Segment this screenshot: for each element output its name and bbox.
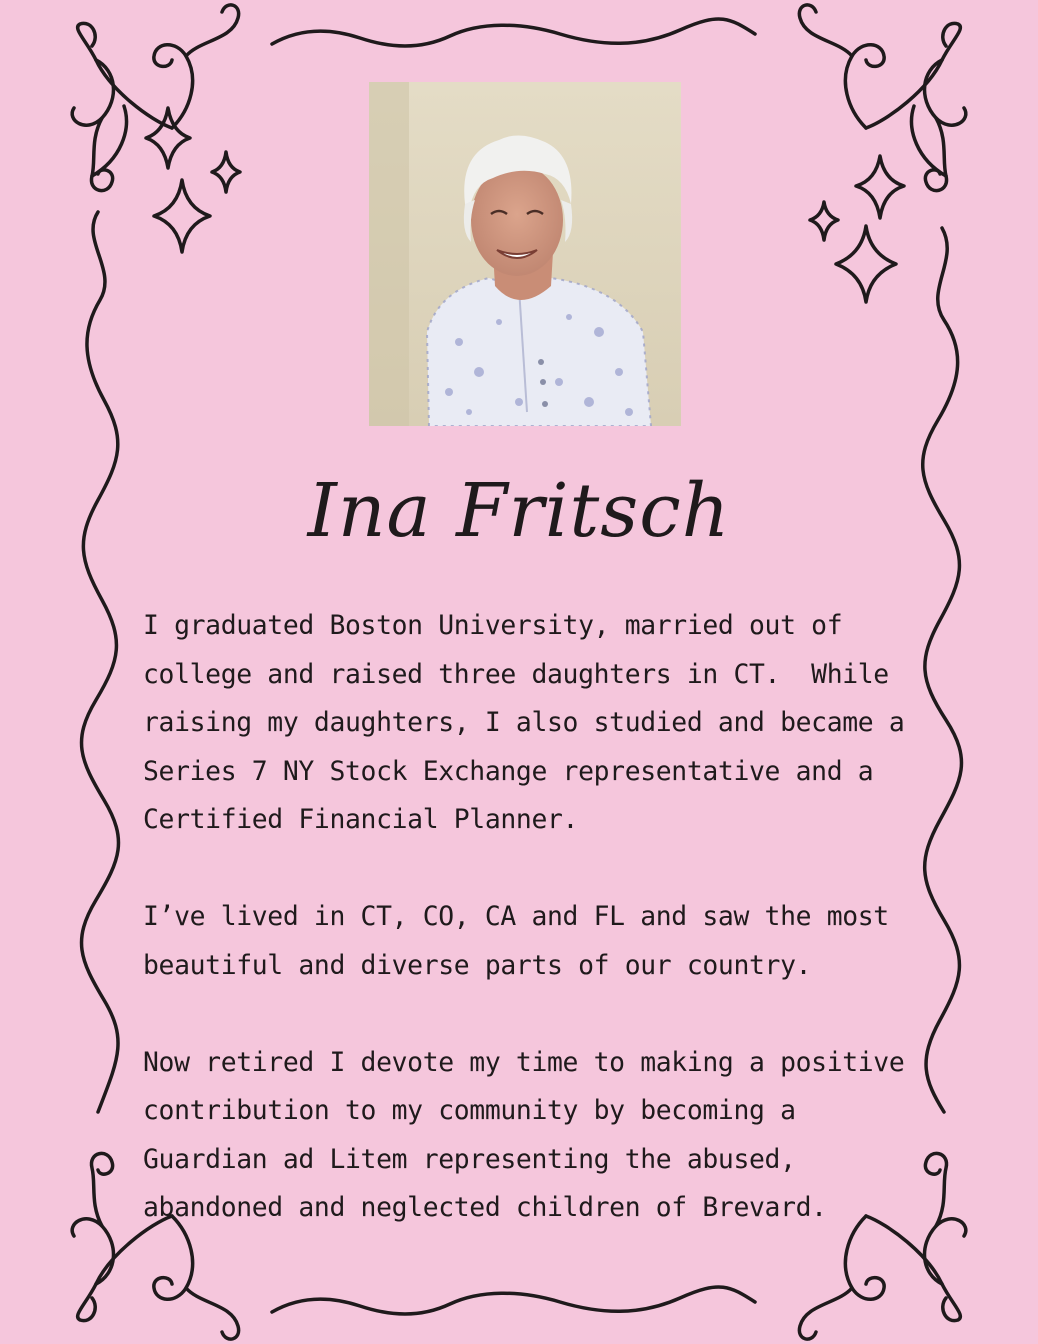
bio-line: Now retired I devote my time to making a positive xyxy=(143,1046,905,1078)
bio-line: Guardian ad Litem representing the abused, xyxy=(143,1143,796,1175)
bio-line: contribution to my community by becoming a xyxy=(143,1095,796,1126)
sparkle-icon xyxy=(836,226,896,302)
bio-line: abandoned and neglected children of Brevard. xyxy=(143,1192,827,1223)
sparkle-icon xyxy=(154,180,210,252)
left-wave-border xyxy=(82,212,119,1112)
bottom-wave-ornament xyxy=(272,1287,755,1314)
bio-line: I’ve lived in CT, CO, CA and FL and saw the most xyxy=(143,901,889,932)
bio-line: I graduated Boston University, married out of xyxy=(143,610,843,641)
sparkle-icon xyxy=(810,202,838,240)
bio-line: Series 7 NY Stock Exchange representative and a xyxy=(143,755,874,787)
bio-paragraph-1 xyxy=(143,602,933,845)
top-wave-ornament xyxy=(272,19,755,46)
person-name-heading: Ina Fritsch xyxy=(307,468,731,554)
bio-paragraph-3 xyxy=(143,1039,933,1233)
portrait-photo xyxy=(369,82,681,426)
biography xyxy=(143,602,933,1281)
bio-line: college and raised three daughters in CT. While xyxy=(143,658,889,690)
bio-line: beautiful and diverse parts of our country. xyxy=(143,949,812,981)
top-left-swirl-ornament xyxy=(72,5,238,191)
sparkle-icon xyxy=(212,152,240,192)
bio-line: Certified Financial Planner. xyxy=(143,804,579,835)
sparkle-icon xyxy=(856,156,904,218)
bio-paragraph-2 xyxy=(143,893,933,990)
bio-line: raising my daughters, I also studied and became a xyxy=(143,707,905,738)
